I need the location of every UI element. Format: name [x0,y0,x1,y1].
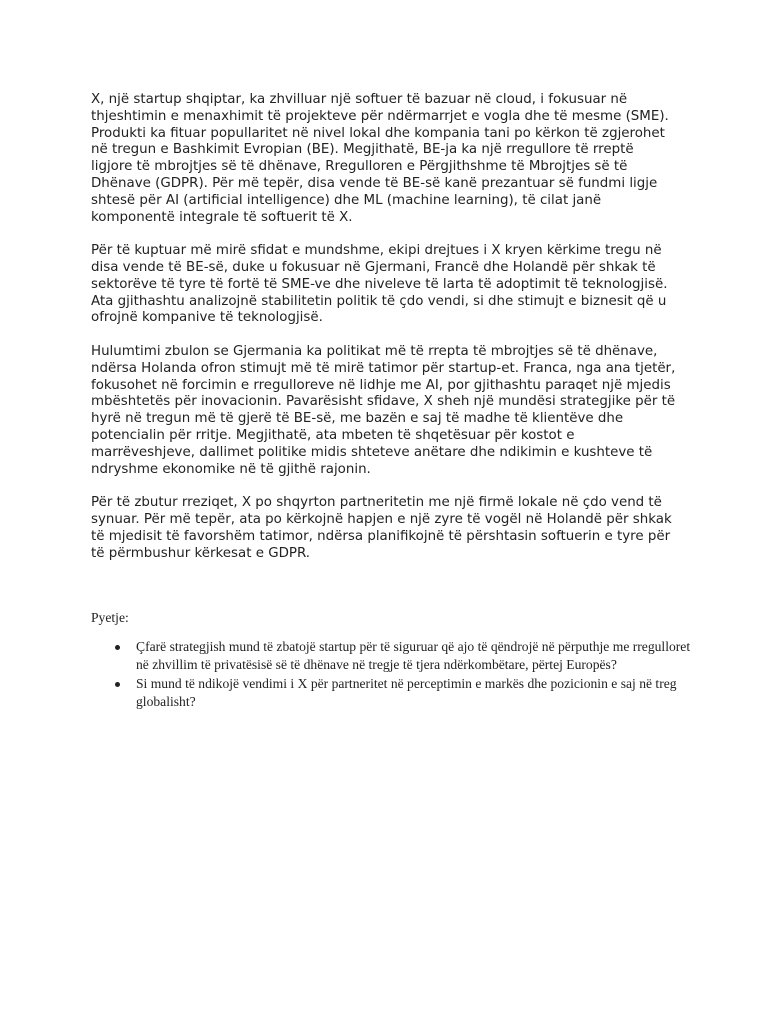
document-body [91,92,679,579]
list-item [136,675,691,710]
paragraph-intro: X, një startup shqiptar, ka zhvilluar një softuer të bazuar në cloud, i fokusuar në thjeshtimin e menaxhimit të projekteve për ndërmarrjet e vogla dhe të mesme (SME). Produkti ka fituar popullaritet në nivel lokal dhe kompania tani po kërkon të zgjerohet në tregun e Bashkimit Evropian (BE). Megjithatë, BE-ja ka një rregullore të rreptë ligjore të mbrojtjes së të dhënave, Rregulloren e Përgjithshme të Mbrojtjes së të Dhënave (GDPR). Për më tepër, disa vende të BE-së kanë prezantuar së fundmi ligje shtesë për AI (artificial intelligence) dhe ML (machine learning), të cilat janë komponentë integrale të softuerit të X. [91,92,669,225]
bullet-icon [115,645,120,650]
questions-label: Pyetje: [91,610,129,625]
question-text: Çfarë strategjish mund të zbatojë startup për të siguruar që ajo të qëndrojë në përputhje me rregulloret në zhvillim të privatësisë së të dhënave në tregje të tjera ndërkombëtare, përtej Europës? [136,639,691,672]
questions-section [91,609,691,712]
question-text: Si mund të ndikojë vendimi i X për partneritet në perceptimin e markës dhe pozicionin e saj në treg globalisht? [136,676,677,709]
bullet-icon [115,682,120,687]
paragraph-risk-mitigation: Për të zbutur rreziqet, X po shqyrton partneritetin me një firmë lokale në çdo vend të synuar. Për më tepër, ata po kërkojnë hapjen e një zyre të vogël në Holandë për shkak të mjedisit të favorshëm tatimor, ndërsa planifikojnë të përshtasin softuerin e tyre për të përmbushur kërkesat e GDPR. [91,495,672,561]
paragraph-findings: Hulumtimi zbulon se Gjermania ka politikat më të rrepta të mbrojtjes së të dhënave, ndërsa Holanda ofron stimujt më të mirë tatimor për startup-et. Franca, nga ana tjetër, fokusohet në forcimin e rregulloreve në lidhje me AI, por gjithashtu paraqet një mjedis mbështetës për inovacionin. Pavarësisht sfidave, X sheh një mundësi strategjike për të hyrë në tregun më të gjerë të BE-së, me bazën e saj të madhe të klientëve dhe potencialin për rritje. Megjithatë, ata mbeten të shqetësuar për kostot e marrëveshjeve, dallimet politike midis shteteve anëtare dhe ndikimin e kushteve të ndryshme ekonomike në të gjithë rajonin. [91,343,676,477]
paragraph-market-research: Për të kuptuar më mirë sfidat e mundshme, ekipi drejtues i X kryen kërkime tregu në disa vende të BE-së, duke u fokusuar në Gjermani, Francë dhe Holandë për shkak të sektorëve të tyre të fortë të SME-ve dhe niveleve të larta të adoptimit të teknologjisë. Ata gjithashtu analizojnë stabilitetin politik të çdo vendi, si dhe stimujt e biznesit që u ofrojnë kompanive të teknologjisë. [91,243,668,326]
list-item [136,638,691,673]
questions-list [91,638,691,710]
